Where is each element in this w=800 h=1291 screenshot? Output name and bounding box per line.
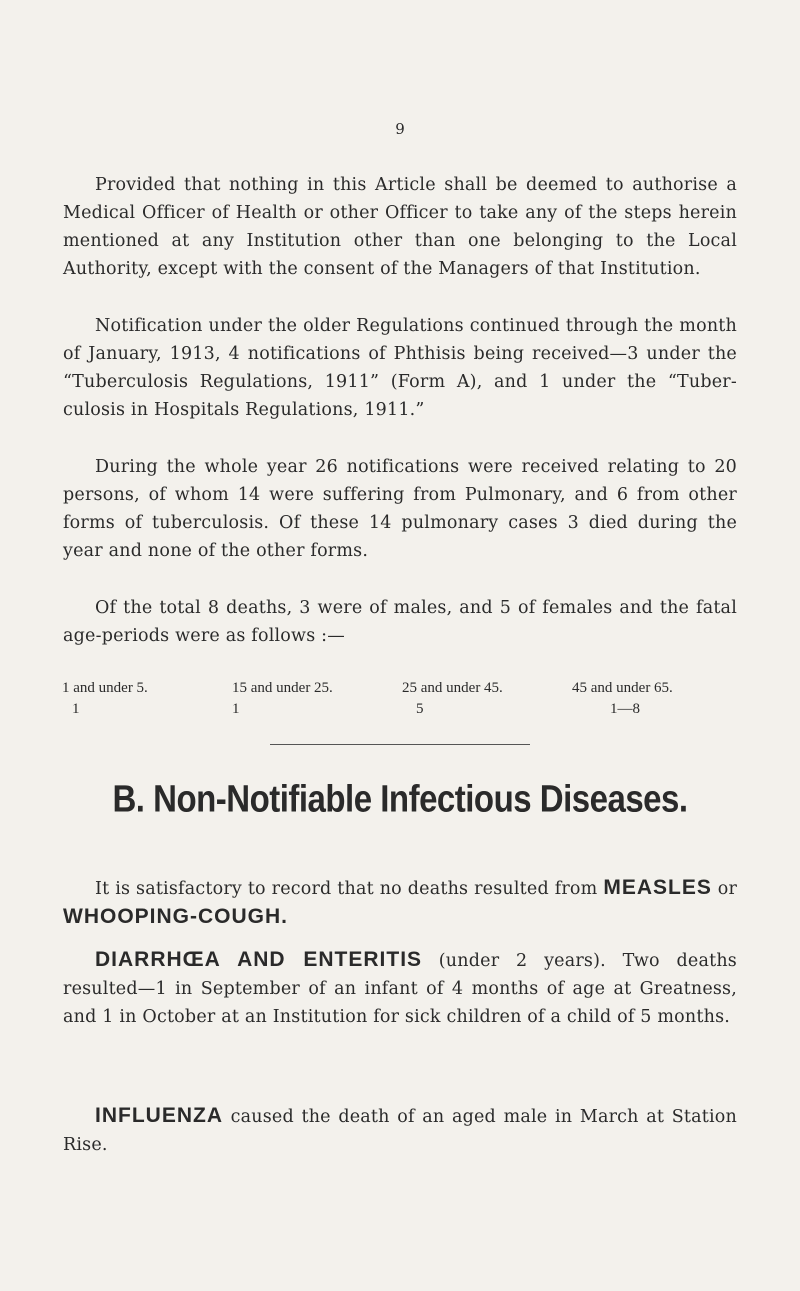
influenza-text: caused the death of an aged male in March at Station Rise.: [63, 1107, 737, 1155]
age-period-table: [62, 680, 742, 718]
deaths-text: Of the total 8 deaths, 3 were of males, and 5 of females and the fatal age-periods were as follows :—: [63, 598, 737, 646]
measles-intro: It is satisfactory to record that no deaths resulted from: [95, 879, 598, 899]
paragraph-diarrhoea: [63, 946, 737, 1031]
age-period-header: 25 and under 45.: [402, 680, 503, 696]
age-period-value: 5: [416, 701, 424, 717]
age-period-value: 1: [232, 701, 240, 717]
diarrhoea-term: DIARRHŒA AND ENTERITIS: [95, 948, 423, 971]
measles-term: MEASLES: [603, 876, 712, 899]
age-period-header: 15 and under 25.: [232, 680, 333, 696]
paragraph-year-summary: [63, 453, 737, 565]
paragraph-deaths: [63, 594, 737, 650]
section-heading: B. Non-Notifiable Infectious Diseases.: [112, 777, 688, 820]
paragraph-notification: [63, 312, 737, 424]
proviso-text: Provided that nothing in this Article shall be deemed to authorise a Medical Officer of Health or other Officer to take any of the steps herein mentioned at any Institution other than one belonging to the Local Authority, except with the consent of the Managers of that Institution.: [63, 175, 737, 279]
influenza-term: INFLUENZA: [95, 1104, 223, 1127]
age-period-header: 45 and under 65.: [572, 680, 673, 696]
section-divider: [270, 744, 530, 745]
notification-text: Notification under the older Regulations continued through the month of January, 1913, 4 notifications of Phthisis being received—3 under the “Tuberculosis Regulations, 1911” (Form A), and 1 under the “Tuber-culosis in Hospitals Regulations, 1911.”: [63, 316, 737, 420]
age-period-value: 1—8: [610, 701, 640, 717]
age-period-header: 1 and under 5.: [62, 680, 148, 696]
whooping-cough-term: WHOOPING-COUGH.: [63, 905, 288, 928]
measles-or: or: [717, 879, 738, 899]
page-number: 9: [395, 120, 405, 138]
paragraph-proviso: [63, 171, 737, 283]
paragraph-influenza: [63, 1102, 737, 1159]
age-period-header-row: [62, 680, 742, 697]
year-summary-text: During the whole year 26 notifications were received relating to 20 persons, of whom 14 were suffering from Pulmonary, and 6 from other forms of tuberculosis. Of these 14 pulmonary cases 3 died during the year and none of the other forms.: [63, 457, 737, 561]
paragraph-measles: [63, 874, 737, 932]
diarrhoea-text: (under 2 years). Two deaths resulted—1 in September of an infant of 4 months of age at Greatness, and 1 in October at an Institution for sick children of a child of 5 months.: [63, 951, 737, 1027]
age-period-value: 1: [72, 701, 80, 717]
age-period-value-row: [62, 697, 742, 718]
